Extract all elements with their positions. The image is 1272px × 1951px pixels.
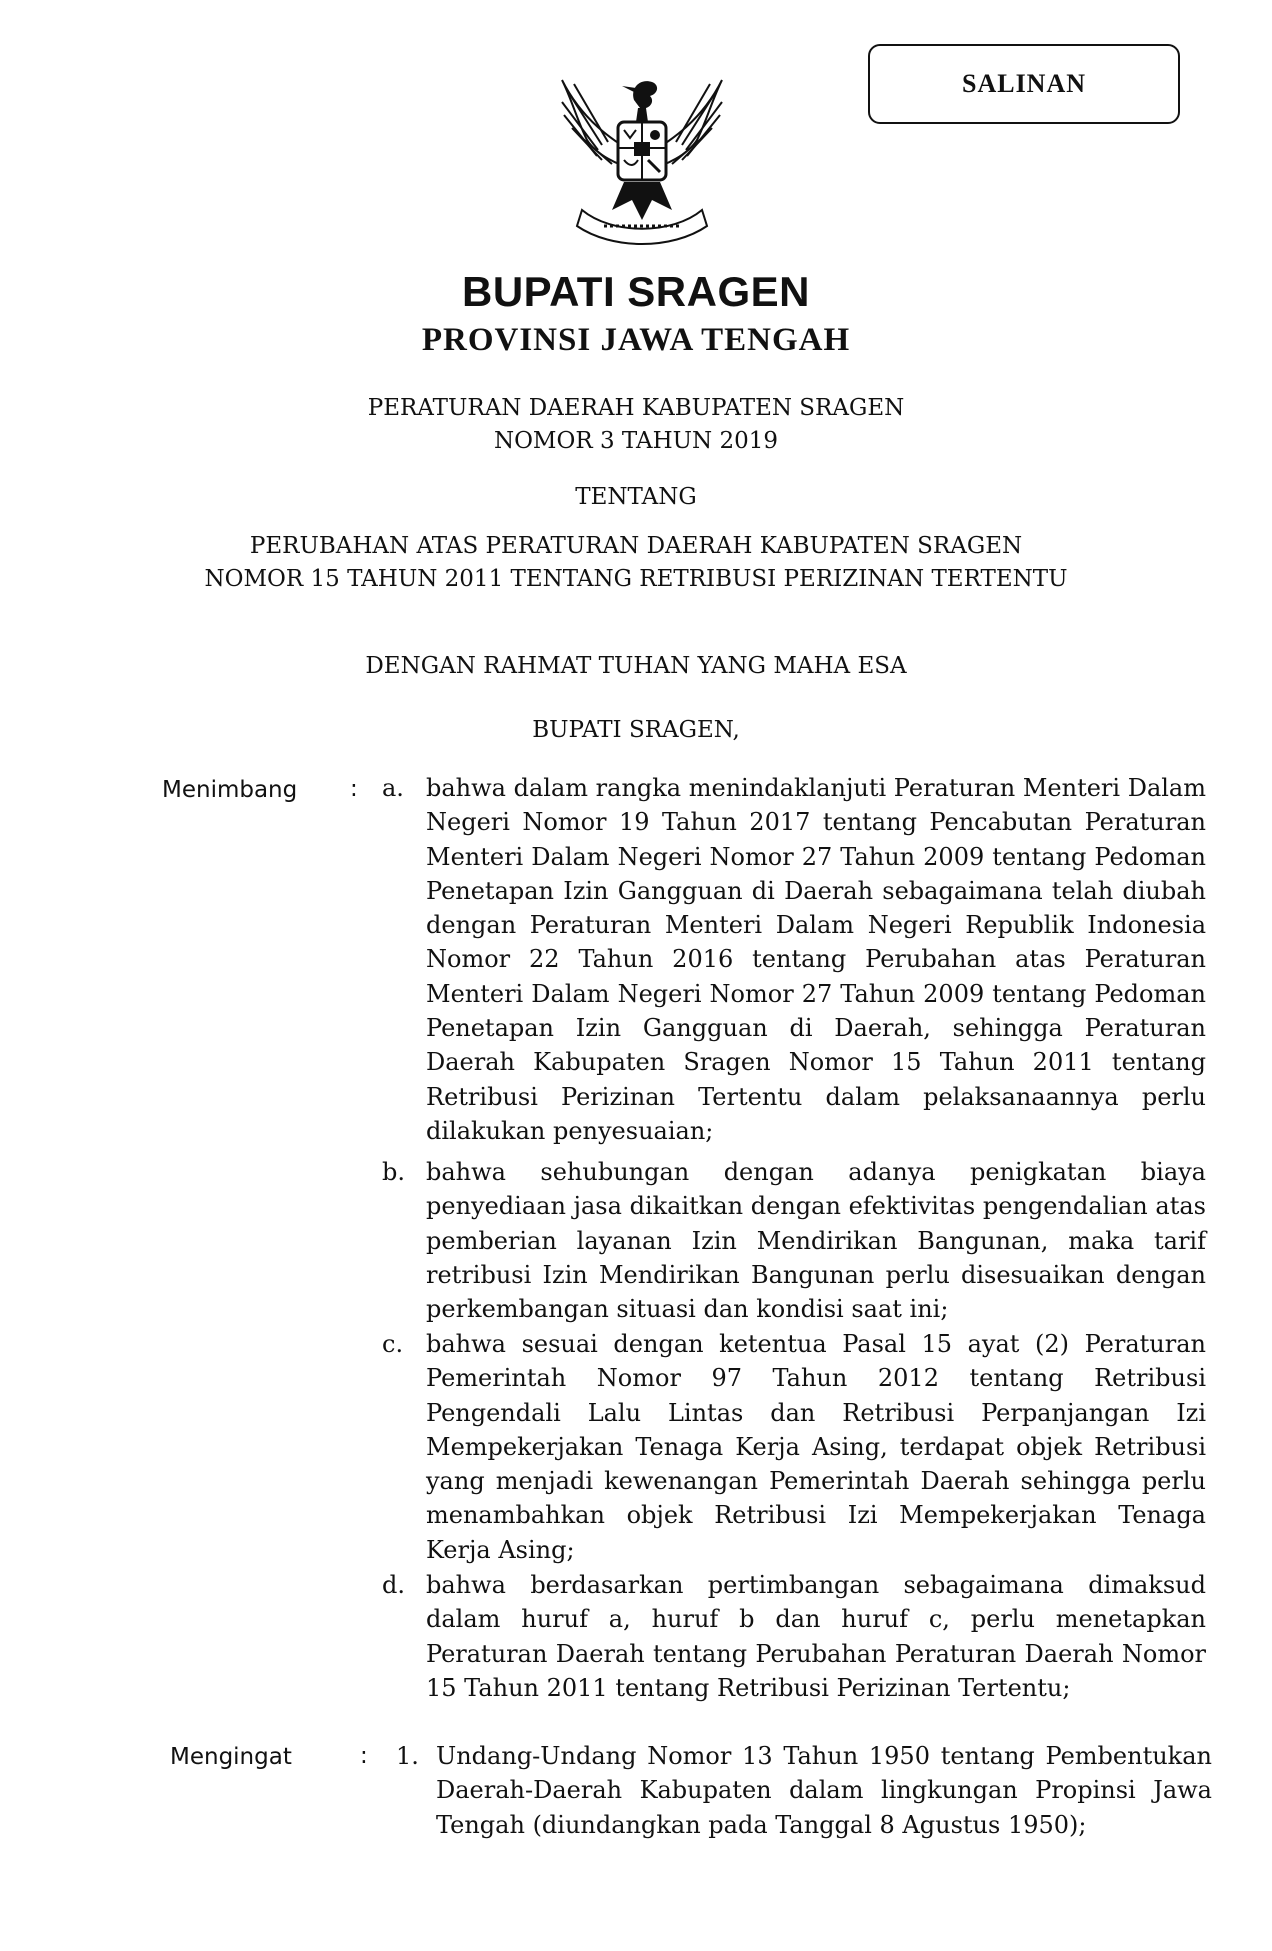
salinan-label: SALINAN bbox=[961, 69, 1087, 98]
garuda-emblem-icon bbox=[542, 60, 742, 260]
subject-line2: NOMOR 15 TAHUN 2011 TENTANG RETRIBUSI PERIZINAN TERTENTU bbox=[204, 566, 1068, 592]
regulation-line1: PERATURAN DAERAH KABUPATEN SRAGEN bbox=[367, 395, 905, 421]
item-marker: c. bbox=[382, 1330, 404, 1358]
menimbang-label: Menimbang bbox=[162, 777, 298, 803]
item-text: bahwa sehubungan dengan adanya penigkatan biaya penyediaan jasa dikaitkan dengan efektivitas pengendalian atas pemberian layanan Izin Mendirikan Bangunan, maka tarif retribusi Izin Mendirikan Bangunan perlu disesuaikan dengan perkembangan situasi dan kondisi saat ini; bbox=[426, 1158, 1206, 1324]
item-text: bahwa sesuai dengan ketentua Pasal 15 ayat (2) Peraturan Pemerintah Nomor 97 Tahun 2012 tentang Retribusi Pengendali Lalu Lintas dan Retribusi Perpanjangan Izi Mempekerjakan Tenaga Kerja Asing, terdapat objek Retribusi yang menjadi kewenangan Pemerintah Daerah sehingga perlu menambahkan objek Retribusi Izi Mempekerjakan Tenaga Kerja Asing; bbox=[426, 1330, 1206, 1564]
item-marker: d. bbox=[382, 1571, 405, 1599]
header-province: PROVINSI JAWA TENGAH bbox=[421, 322, 851, 358]
header-title: BUPATI SRAGEN bbox=[462, 268, 810, 315]
subject-line1: PERUBAHAN ATAS PERATURAN DAERAH KABUPATEN SRAGEN bbox=[249, 533, 1023, 559]
item-text: bahwa dalam rangka menindaklanjuti Peraturan Menteri Dalam Negeri Nomor 19 Tahun 2017 tentang Pencabutan Peraturan Menteri Dalam Negeri Nomor 27 Tahun 2009 tentang Pedoman Penetapan Izin Gangguan di Daerah sebagaimana telah diubah dengan Peraturan Menteri Dalam Negeri Republik Indonesia Nomor 22 Tahun 2016 tentang Perubahan atas Peraturan Menteri Dalam Negeri Nomor 27 Tahun 2009 tentang Pedoman Penetapan Izin Gangguan di Daerah, sehingga Peraturan Daerah Kabupaten Sragen Nomor 15 Tahun 2011 tentang Retribusi Perizinan Tertentu dalam pelaksanaannya perlu dilakukan penyesuaian; bbox=[426, 774, 1206, 1145]
regulation-subject bbox=[0, 530, 1272, 596]
item-text: Undang-Undang Nomor 13 Tahun 1950 tentang Pembentukan Daerah-Daerah Kabupaten dalam lingkungan Propinsi Jawa Tengah (diundangkan pada Tanggal 8 Agustus 1950); bbox=[436, 1742, 1212, 1839]
mengingat-label: Mengingat bbox=[170, 1744, 292, 1770]
item-marker: 1. bbox=[396, 1742, 419, 1770]
regulation-heading bbox=[0, 392, 1272, 458]
bupati-line: BUPATI SRAGEN, bbox=[532, 717, 740, 743]
tentang-label: TENTANG bbox=[575, 484, 697, 510]
regulation-line2: NOMOR 3 TAHUN 2019 bbox=[493, 428, 779, 454]
rahmat-line: DENGAN RAHMAT TUHAN YANG MAHA ESA bbox=[365, 653, 907, 679]
item-marker: a. bbox=[382, 774, 404, 802]
salinan-stamp bbox=[868, 44, 1180, 124]
menimbang-colon: : bbox=[350, 776, 358, 802]
mengingat-colon: : bbox=[360, 1743, 368, 1769]
item-marker: b. bbox=[382, 1158, 405, 1186]
item-text: bahwa berdasarkan pertimbangan sebagaimana dimaksud dalam huruf a, huruf b dan huruf c, perlu menetapkan Peraturan Daerah tentang Perubahan Peraturan Daerah Nomor 15 Tahun 2011 tentang Retribusi Perizinan Tertentu; bbox=[426, 1571, 1206, 1702]
